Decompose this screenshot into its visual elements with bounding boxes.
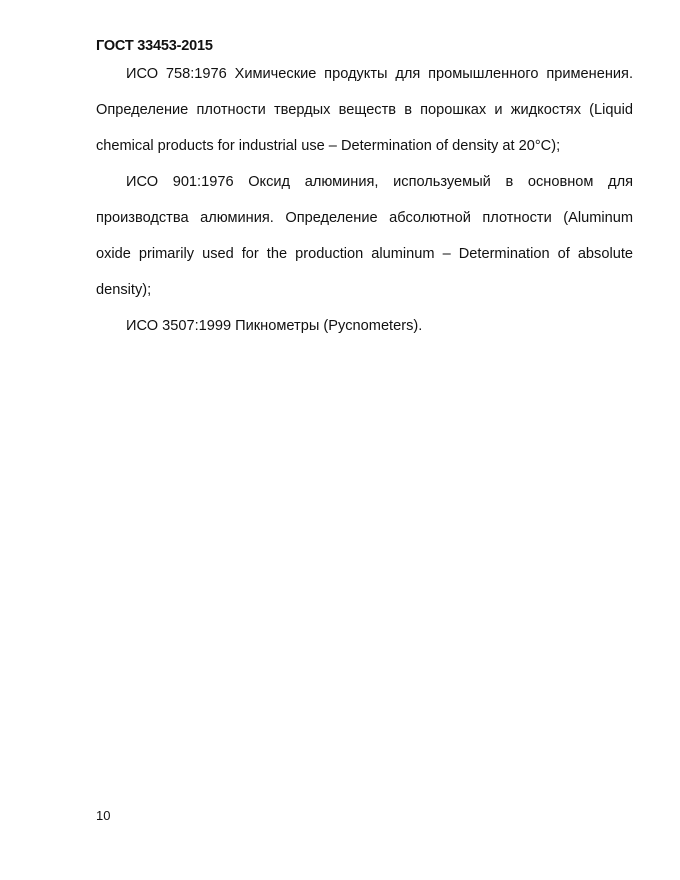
reference-iso-3507: ИСО 3507:1999 Пикнометры (Pycnometers). [126,318,423,334]
document-header: ГОСТ 33453-2015 [96,38,213,54]
page-number: 10 [96,808,111,823]
reference-iso-901: ИСО 901:1976 Оксид алюминия, используемый в основном для производства алюминия. Определение абсолютной плотности (Aluminum oxide primarily used for the production aluminum – Determination of absolute density); [96,174,633,298]
reference-iso-758: ИСО 758:1976 Химические продукты для промышленного применения. Определение плотности твердых веществ в порошках и жидкостях (Liquid chemical products for industrial use – Determination of density at 20°С); [96,66,633,154]
reference-list [96,56,633,344]
